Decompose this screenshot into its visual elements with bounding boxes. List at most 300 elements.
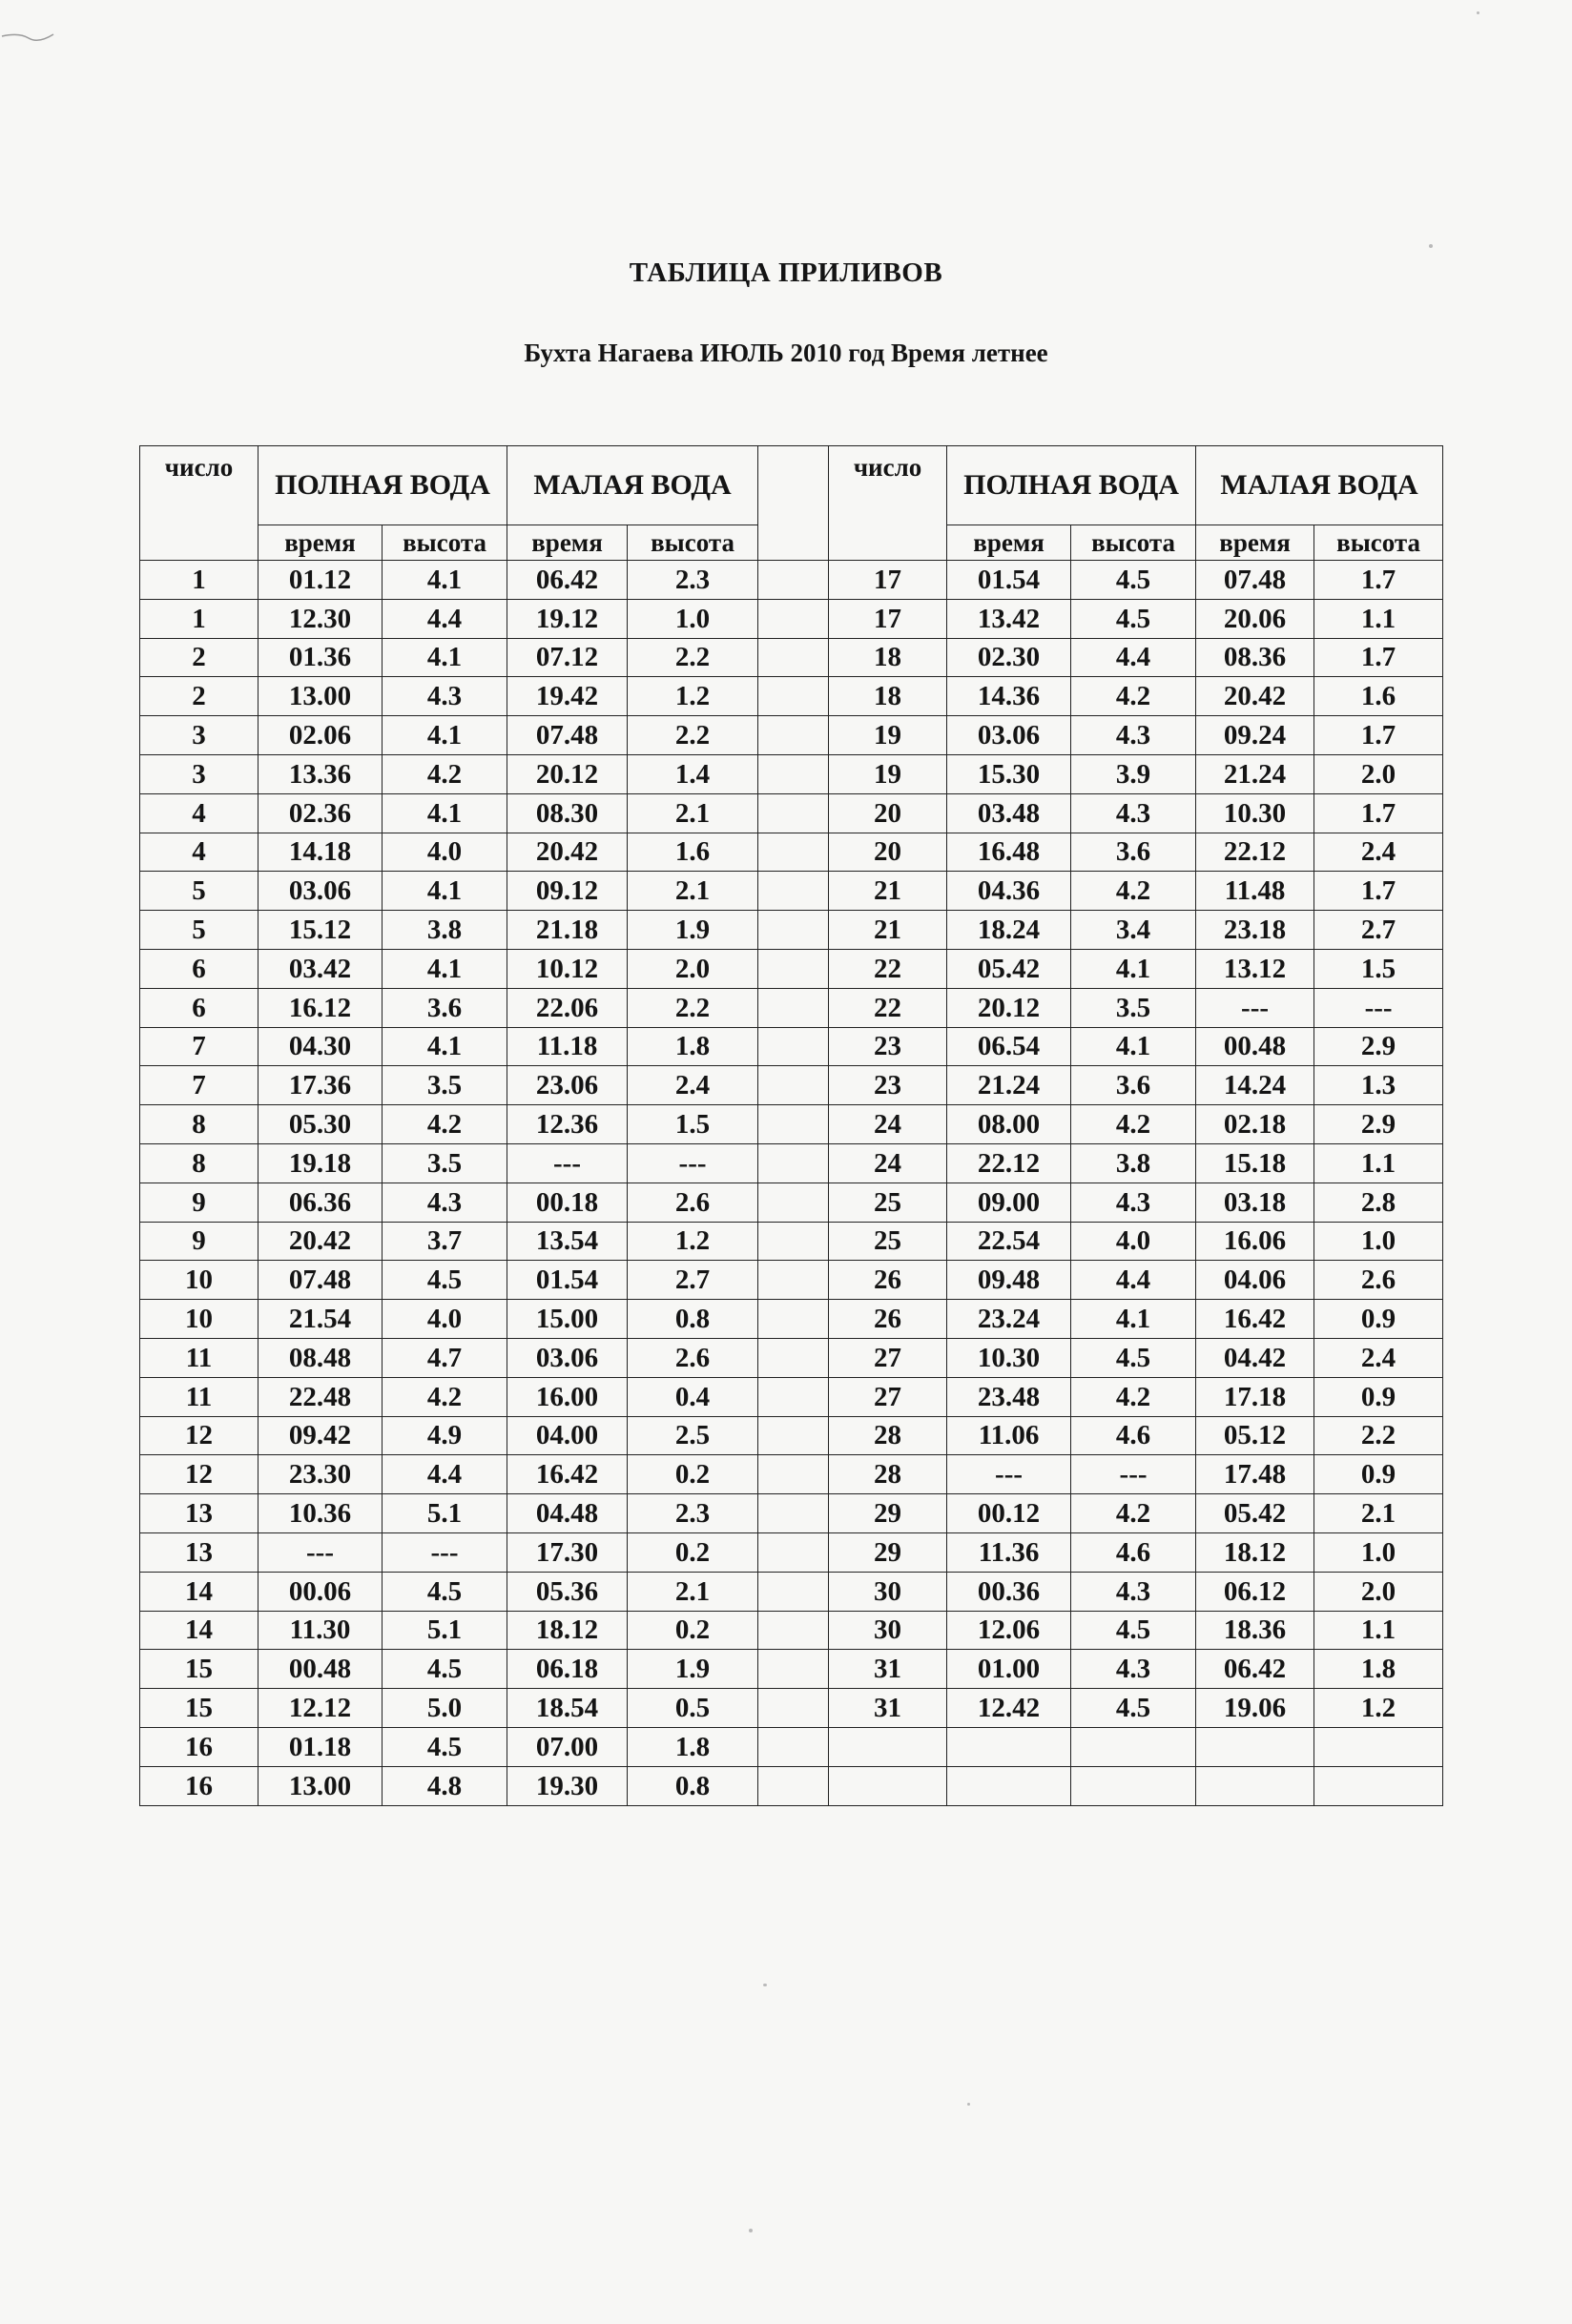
left-high-water-time-cell: 19.18	[259, 1143, 383, 1183]
right-day-cell: 19	[829, 716, 947, 755]
left-high-water-height-cell: 4.2	[383, 1377, 507, 1416]
right-day-cell: 25	[829, 1183, 947, 1222]
left-high-water-time-cell: 11.30	[259, 1611, 383, 1650]
table-row	[140, 1105, 1443, 1144]
left-low-water-time-cell: 19.12	[507, 599, 628, 638]
left-low-water-height-cell: 1.8	[628, 1727, 758, 1766]
right-day-cell: 17	[829, 599, 947, 638]
right-low-water-height-cell: 1.1	[1314, 1611, 1443, 1650]
left-day-cell: 9	[140, 1183, 259, 1222]
column-gap	[758, 1027, 829, 1066]
right-high-water-height-cell: 4.3	[1071, 1650, 1196, 1689]
right-day-cell: 21	[829, 872, 947, 911]
left-day-cell: 11	[140, 1377, 259, 1416]
left-low-water-height-cell: 2.2	[628, 638, 758, 677]
left-low-water-height-cell: 0.2	[628, 1611, 758, 1650]
column-gap	[758, 988, 829, 1027]
left-high-water-time-cell: 15.12	[259, 911, 383, 950]
tide-table	[139, 445, 1443, 1806]
left-high-water-time-cell: 21.54	[259, 1300, 383, 1339]
scan-speck	[763, 1984, 767, 1986]
table-row	[140, 716, 1443, 755]
left-day-cell: 16	[140, 1766, 259, 1805]
low-water-header-left: МАЛАЯ ВОДА	[507, 446, 758, 525]
table-row	[140, 1300, 1443, 1339]
table-row	[140, 949, 1443, 988]
left-low-water-height-cell: ---	[628, 1143, 758, 1183]
table-row	[140, 1572, 1443, 1611]
left-low-water-time-cell: 21.18	[507, 911, 628, 950]
right-low-water-height-cell: ---	[1314, 988, 1443, 1027]
right-high-water-height-cell: 3.4	[1071, 911, 1196, 950]
left-day-cell: 2	[140, 638, 259, 677]
left-high-water-height-cell: 5.1	[383, 1611, 507, 1650]
left-high-water-height-cell: 4.2	[383, 1105, 507, 1144]
time-header: время	[259, 525, 383, 561]
table-row	[140, 1143, 1443, 1183]
right-low-water-height-cell	[1314, 1727, 1443, 1766]
right-low-water-time-cell: 14.24	[1196, 1066, 1314, 1105]
left-high-water-height-cell: 4.7	[383, 1338, 507, 1377]
right-low-water-time-cell: 20.42	[1196, 677, 1314, 716]
right-high-water-time-cell: 11.36	[947, 1532, 1071, 1572]
left-low-water-height-cell: 1.2	[628, 677, 758, 716]
table-row	[140, 1377, 1443, 1416]
left-high-water-time-cell: 01.12	[259, 561, 383, 600]
left-high-water-height-cell: 3.7	[383, 1222, 507, 1261]
right-low-water-height-cell: 2.1	[1314, 1494, 1443, 1533]
table-row	[140, 1766, 1443, 1805]
right-low-water-time-cell: 18.36	[1196, 1611, 1314, 1650]
right-low-water-time-cell: 11.48	[1196, 872, 1314, 911]
left-low-water-height-cell: 2.2	[628, 716, 758, 755]
column-gap	[758, 1727, 829, 1766]
right-high-water-height-cell: 4.5	[1071, 1338, 1196, 1377]
day-header-left: число	[140, 446, 259, 561]
right-high-water-height-cell: 4.3	[1071, 1183, 1196, 1222]
left-day-cell: 12	[140, 1416, 259, 1455]
table-row	[140, 1727, 1443, 1766]
left-high-water-height-cell: 4.4	[383, 1455, 507, 1494]
column-gap	[758, 1261, 829, 1300]
table-row	[140, 638, 1443, 677]
right-high-water-height-cell: 4.4	[1071, 638, 1196, 677]
right-high-water-time-cell: ---	[947, 1455, 1071, 1494]
left-low-water-height-cell: 2.1	[628, 1572, 758, 1611]
right-high-water-height-cell	[1071, 1766, 1196, 1805]
right-day-cell: 18	[829, 638, 947, 677]
left-high-water-time-cell: 10.36	[259, 1494, 383, 1533]
left-day-cell: 5	[140, 872, 259, 911]
left-low-water-time-cell: 16.00	[507, 1377, 628, 1416]
right-low-water-time-cell: 09.24	[1196, 716, 1314, 755]
right-day-cell: 20	[829, 833, 947, 872]
left-high-water-time-cell: 02.06	[259, 716, 383, 755]
right-low-water-height-cell: 0.9	[1314, 1377, 1443, 1416]
left-day-cell: 13	[140, 1532, 259, 1572]
right-low-water-time-cell: 07.48	[1196, 561, 1314, 600]
right-day-cell: 22	[829, 949, 947, 988]
column-gap	[758, 872, 829, 911]
high-water-header-right: ПОЛНАЯ ВОДА	[947, 446, 1196, 525]
right-low-water-height-cell: 1.3	[1314, 1066, 1443, 1105]
right-high-water-height-cell: 4.5	[1071, 1689, 1196, 1728]
right-high-water-time-cell: 12.06	[947, 1611, 1071, 1650]
right-high-water-time-cell: 23.24	[947, 1300, 1071, 1339]
left-low-water-time-cell: 23.06	[507, 1066, 628, 1105]
left-low-water-height-cell: 1.4	[628, 754, 758, 793]
left-high-water-time-cell: 00.06	[259, 1572, 383, 1611]
left-low-water-height-cell: 0.5	[628, 1689, 758, 1728]
left-low-water-height-cell: 1.5	[628, 1105, 758, 1144]
right-high-water-time-cell: 09.48	[947, 1261, 1071, 1300]
left-low-water-time-cell: 19.42	[507, 677, 628, 716]
left-high-water-time-cell: 13.36	[259, 754, 383, 793]
left-day-cell: 3	[140, 716, 259, 755]
right-high-water-time-cell: 21.24	[947, 1066, 1071, 1105]
left-day-cell: 7	[140, 1027, 259, 1066]
left-high-water-height-cell: 5.0	[383, 1689, 507, 1728]
left-high-water-time-cell: 06.36	[259, 1183, 383, 1222]
right-high-water-time-cell: 22.12	[947, 1143, 1071, 1183]
right-low-water-height-cell: 1.7	[1314, 638, 1443, 677]
right-low-water-time-cell: 13.12	[1196, 949, 1314, 988]
left-day-cell: 14	[140, 1572, 259, 1611]
right-low-water-time-cell: 06.42	[1196, 1650, 1314, 1689]
right-low-water-height-cell: 1.0	[1314, 1222, 1443, 1261]
right-low-water-height-cell: 0.9	[1314, 1455, 1443, 1494]
right-day-cell: 25	[829, 1222, 947, 1261]
right-high-water-height-cell: 4.1	[1071, 1300, 1196, 1339]
left-low-water-height-cell: 1.9	[628, 911, 758, 950]
right-day-cell: 17	[829, 561, 947, 600]
right-day-cell: 23	[829, 1027, 947, 1066]
left-low-water-time-cell: 01.54	[507, 1261, 628, 1300]
left-low-water-height-cell: 1.2	[628, 1222, 758, 1261]
right-low-water-time-cell: 10.30	[1196, 793, 1314, 833]
right-low-water-height-cell: 2.4	[1314, 833, 1443, 872]
table-row	[140, 561, 1443, 600]
left-low-water-time-cell: 11.18	[507, 1027, 628, 1066]
table-row	[140, 793, 1443, 833]
left-high-water-time-cell: 08.48	[259, 1338, 383, 1377]
table-row	[140, 911, 1443, 950]
right-low-water-time-cell: 02.18	[1196, 1105, 1314, 1144]
table-row	[140, 1532, 1443, 1572]
table-row	[140, 1222, 1443, 1261]
left-low-water-time-cell: 18.12	[507, 1611, 628, 1650]
column-gap	[758, 446, 829, 561]
scan-speck	[1429, 244, 1433, 248]
column-gap	[758, 1066, 829, 1105]
right-day-cell: 27	[829, 1377, 947, 1416]
left-high-water-height-cell: 4.2	[383, 754, 507, 793]
low-water-header-right: МАЛАЯ ВОДА	[1196, 446, 1443, 525]
right-day-cell: 30	[829, 1572, 947, 1611]
left-high-water-time-cell: 01.18	[259, 1727, 383, 1766]
high-water-header-left: ПОЛНАЯ ВОДА	[259, 446, 507, 525]
time-header: время	[1196, 525, 1314, 561]
left-high-water-time-cell: 12.12	[259, 1689, 383, 1728]
column-gap	[758, 1300, 829, 1339]
height-header: высота	[383, 525, 507, 561]
left-high-water-time-cell: 04.30	[259, 1027, 383, 1066]
right-low-water-time-cell: 03.18	[1196, 1183, 1314, 1222]
table-row	[140, 754, 1443, 793]
left-low-water-time-cell: 16.42	[507, 1455, 628, 1494]
right-high-water-time-cell: 10.30	[947, 1338, 1071, 1377]
left-low-water-time-cell: 17.30	[507, 1532, 628, 1572]
left-high-water-height-cell: 4.3	[383, 1183, 507, 1222]
table-row	[140, 677, 1443, 716]
left-low-water-height-cell: 2.6	[628, 1183, 758, 1222]
table-row	[140, 1611, 1443, 1650]
column-gap	[758, 1416, 829, 1455]
left-high-water-height-cell: 3.5	[383, 1066, 507, 1105]
left-high-water-time-cell: 14.18	[259, 833, 383, 872]
left-low-water-time-cell: 08.30	[507, 793, 628, 833]
left-high-water-height-cell: 4.1	[383, 793, 507, 833]
right-high-water-height-cell: 3.9	[1071, 754, 1196, 793]
left-low-water-time-cell: 10.12	[507, 949, 628, 988]
right-low-water-height-cell: 2.7	[1314, 911, 1443, 950]
right-low-water-height-cell: 1.7	[1314, 716, 1443, 755]
left-high-water-time-cell: 16.12	[259, 988, 383, 1027]
right-high-water-time-cell: 22.54	[947, 1222, 1071, 1261]
left-low-water-time-cell: 19.30	[507, 1766, 628, 1805]
right-low-water-height-cell: 1.1	[1314, 599, 1443, 638]
right-high-water-time-cell: 01.00	[947, 1650, 1071, 1689]
column-gap	[758, 911, 829, 950]
right-high-water-time-cell: 02.30	[947, 638, 1071, 677]
left-high-water-time-cell: 09.42	[259, 1416, 383, 1455]
right-low-water-height-cell: 1.7	[1314, 872, 1443, 911]
left-high-water-height-cell: 4.1	[383, 561, 507, 600]
left-low-water-time-cell: 03.06	[507, 1338, 628, 1377]
left-day-cell: 3	[140, 754, 259, 793]
left-high-water-time-cell: 17.36	[259, 1066, 383, 1105]
left-high-water-time-cell: 02.36	[259, 793, 383, 833]
left-day-cell: 8	[140, 1105, 259, 1144]
left-low-water-height-cell: 2.3	[628, 561, 758, 600]
left-low-water-height-cell: 0.2	[628, 1455, 758, 1494]
right-high-water-time-cell	[947, 1727, 1071, 1766]
left-low-water-height-cell: 0.2	[628, 1532, 758, 1572]
left-low-water-height-cell: 0.8	[628, 1300, 758, 1339]
left-high-water-time-cell: 13.00	[259, 677, 383, 716]
left-day-cell: 4	[140, 793, 259, 833]
left-high-water-time-cell: 03.06	[259, 872, 383, 911]
right-day-cell: 19	[829, 754, 947, 793]
column-gap	[758, 754, 829, 793]
right-day-cell: 23	[829, 1066, 947, 1105]
left-high-water-height-cell: 4.0	[383, 1300, 507, 1339]
right-high-water-time-cell: 00.12	[947, 1494, 1071, 1533]
left-low-water-height-cell: 1.0	[628, 599, 758, 638]
left-low-water-height-cell: 2.1	[628, 793, 758, 833]
right-high-water-height-cell: 4.5	[1071, 599, 1196, 638]
right-low-water-height-cell	[1314, 1766, 1443, 1805]
left-high-water-height-cell: 4.0	[383, 833, 507, 872]
left-day-cell: 16	[140, 1727, 259, 1766]
right-high-water-time-cell: 00.36	[947, 1572, 1071, 1611]
left-low-water-time-cell: 04.00	[507, 1416, 628, 1455]
right-low-water-height-cell: 1.6	[1314, 677, 1443, 716]
column-gap	[758, 677, 829, 716]
time-header: время	[507, 525, 628, 561]
left-day-cell: 2	[140, 677, 259, 716]
left-high-water-height-cell: 4.4	[383, 599, 507, 638]
day-header-right: число	[829, 446, 947, 561]
right-low-water-time-cell: ---	[1196, 988, 1314, 1027]
column-gap	[758, 1572, 829, 1611]
left-low-water-time-cell: ---	[507, 1143, 628, 1183]
left-high-water-time-cell: 03.42	[259, 949, 383, 988]
right-high-water-time-cell	[947, 1766, 1071, 1805]
left-high-water-height-cell: 4.8	[383, 1766, 507, 1805]
right-low-water-height-cell: 0.9	[1314, 1300, 1443, 1339]
left-high-water-height-cell: 4.1	[383, 716, 507, 755]
right-high-water-height-cell: 4.5	[1071, 1611, 1196, 1650]
column-gap	[758, 1377, 829, 1416]
right-high-water-height-cell: 4.2	[1071, 1494, 1196, 1533]
right-high-water-time-cell: 03.06	[947, 716, 1071, 755]
right-low-water-time-cell: 00.48	[1196, 1027, 1314, 1066]
left-low-water-time-cell: 13.54	[507, 1222, 628, 1261]
left-low-water-height-cell: 2.7	[628, 1261, 758, 1300]
column-gap	[758, 716, 829, 755]
left-low-water-time-cell: 07.48	[507, 716, 628, 755]
table-row	[140, 1183, 1443, 1222]
scan-speck	[967, 2103, 970, 2106]
right-low-water-time-cell	[1196, 1766, 1314, 1805]
left-day-cell: 15	[140, 1650, 259, 1689]
right-low-water-height-cell: 2.0	[1314, 1572, 1443, 1611]
column-gap	[758, 1183, 829, 1222]
column-gap	[758, 599, 829, 638]
right-high-water-height-cell: ---	[1071, 1455, 1196, 1494]
column-gap	[758, 1532, 829, 1572]
right-low-water-height-cell: 1.7	[1314, 793, 1443, 833]
right-high-water-height-cell: 3.5	[1071, 988, 1196, 1027]
left-low-water-time-cell: 07.00	[507, 1727, 628, 1766]
right-high-water-time-cell: 05.42	[947, 949, 1071, 988]
right-high-water-time-cell: 13.42	[947, 599, 1071, 638]
right-high-water-height-cell: 3.6	[1071, 833, 1196, 872]
height-header: высота	[1071, 525, 1196, 561]
left-high-water-height-cell: 4.5	[383, 1727, 507, 1766]
left-day-cell: 6	[140, 988, 259, 1027]
scan-mark-decoration	[0, 29, 57, 48]
right-day-cell	[829, 1727, 947, 1766]
left-low-water-height-cell: 0.8	[628, 1766, 758, 1805]
right-low-water-height-cell: 1.7	[1314, 561, 1443, 600]
right-high-water-height-cell: 4.4	[1071, 1261, 1196, 1300]
column-gap	[758, 1222, 829, 1261]
right-high-water-height-cell: 4.6	[1071, 1532, 1196, 1572]
left-day-cell: 4	[140, 833, 259, 872]
left-low-water-height-cell: 2.3	[628, 1494, 758, 1533]
right-low-water-time-cell: 05.12	[1196, 1416, 1314, 1455]
left-high-water-height-cell: 3.8	[383, 911, 507, 950]
height-header: высота	[1314, 525, 1443, 561]
left-low-water-height-cell: 2.0	[628, 949, 758, 988]
right-low-water-time-cell: 05.42	[1196, 1494, 1314, 1533]
right-day-cell: 29	[829, 1494, 947, 1533]
column-gap	[758, 561, 829, 600]
left-low-water-time-cell: 22.06	[507, 988, 628, 1027]
left-high-water-height-cell: 4.1	[383, 1027, 507, 1066]
right-low-water-time-cell: 23.18	[1196, 911, 1314, 950]
document-title: ТАБЛИЦА ПРИЛИВОВ	[629, 257, 943, 288]
left-high-water-height-cell: 4.5	[383, 1650, 507, 1689]
table-row	[140, 988, 1443, 1027]
right-low-water-height-cell: 2.0	[1314, 754, 1443, 793]
left-high-water-height-cell: 3.6	[383, 988, 507, 1027]
right-day-cell: 27	[829, 1338, 947, 1377]
left-high-water-height-cell: 4.9	[383, 1416, 507, 1455]
left-low-water-height-cell: 1.8	[628, 1027, 758, 1066]
right-day-cell: 24	[829, 1105, 947, 1144]
left-low-water-time-cell: 06.18	[507, 1650, 628, 1689]
left-day-cell: 1	[140, 561, 259, 600]
right-day-cell: 22	[829, 988, 947, 1027]
table-row	[140, 1261, 1443, 1300]
left-low-water-height-cell: 1.9	[628, 1650, 758, 1689]
left-day-cell: 15	[140, 1689, 259, 1728]
left-high-water-time-cell: 13.00	[259, 1766, 383, 1805]
right-low-water-time-cell: 04.42	[1196, 1338, 1314, 1377]
left-day-cell: 1	[140, 599, 259, 638]
left-high-water-height-cell: 4.5	[383, 1572, 507, 1611]
right-low-water-time-cell: 18.12	[1196, 1532, 1314, 1572]
column-gap	[758, 1338, 829, 1377]
right-low-water-height-cell: 1.2	[1314, 1689, 1443, 1728]
right-day-cell: 18	[829, 677, 947, 716]
right-low-water-height-cell: 1.5	[1314, 949, 1443, 988]
document-subtitle: Бухта Нагаева ИЮЛЬ 2010 год Время летнее	[524, 339, 1048, 367]
right-high-water-time-cell: 14.36	[947, 677, 1071, 716]
right-low-water-time-cell: 17.48	[1196, 1455, 1314, 1494]
right-high-water-time-cell: 03.48	[947, 793, 1071, 833]
right-high-water-height-cell: 4.6	[1071, 1416, 1196, 1455]
right-day-cell: 29	[829, 1532, 947, 1572]
right-high-water-height-cell: 4.5	[1071, 561, 1196, 600]
left-low-water-height-cell: 2.4	[628, 1066, 758, 1105]
table-row	[140, 1650, 1443, 1689]
right-low-water-time-cell: 16.06	[1196, 1222, 1314, 1261]
right-high-water-time-cell: 08.00	[947, 1105, 1071, 1144]
scan-speck	[1477, 11, 1479, 14]
left-day-cell: 13	[140, 1494, 259, 1533]
right-day-cell: 20	[829, 793, 947, 833]
right-high-water-time-cell: 01.54	[947, 561, 1071, 600]
right-low-water-height-cell: 1.8	[1314, 1650, 1443, 1689]
left-low-water-time-cell: 06.42	[507, 561, 628, 600]
right-high-water-height-cell: 4.3	[1071, 1572, 1196, 1611]
left-low-water-time-cell: 09.12	[507, 872, 628, 911]
right-day-cell: 31	[829, 1689, 947, 1728]
left-high-water-time-cell: 07.48	[259, 1261, 383, 1300]
table-row	[140, 1455, 1443, 1494]
left-high-water-height-cell: 5.1	[383, 1494, 507, 1533]
table-row	[140, 1338, 1443, 1377]
column-gap	[758, 1766, 829, 1805]
right-day-cell: 31	[829, 1650, 947, 1689]
right-high-water-height-cell: 4.1	[1071, 949, 1196, 988]
right-high-water-time-cell: 15.30	[947, 754, 1071, 793]
left-day-cell: 5	[140, 911, 259, 950]
